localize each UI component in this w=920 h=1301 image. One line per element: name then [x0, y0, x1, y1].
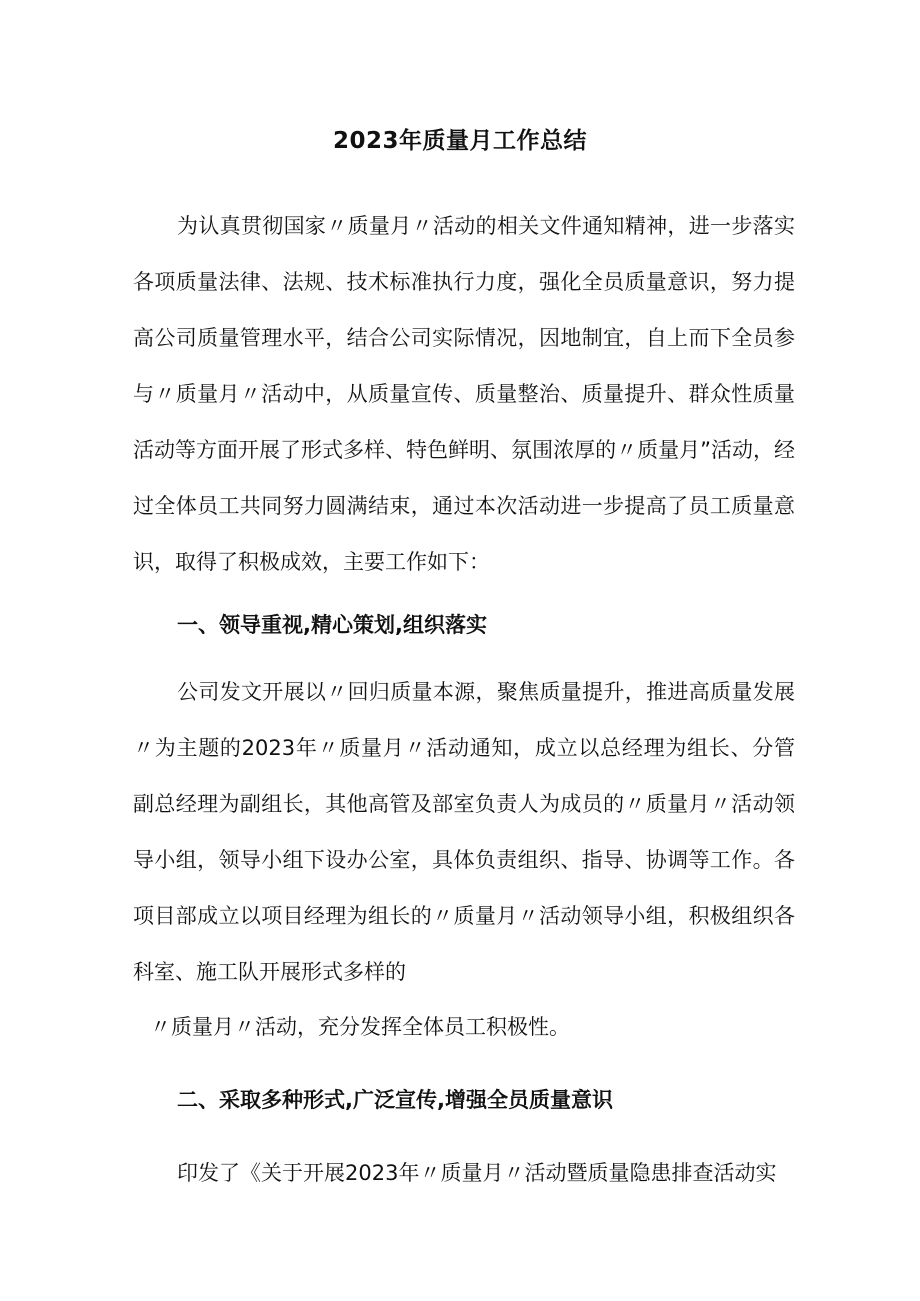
section-heading-1: 一、领导重视,精心策划,组织落实: [177, 613, 487, 637]
document-title: 2023年质量月工作总结: [332, 128, 587, 154]
section-heading-2: 二、采取多种形式,广泛宣传,增强全员质量意识: [177, 1088, 613, 1112]
intro-paragraph: 为认真贯彻国家〃质量月〃活动的相关文件通知精神，进一步落实各项质量法律、法规、技术标准执行力度，强化全员质量意识，努力提高公司质量管理水平，结合公司实际情况，因地制宜，自上而下全员参与〃质量月〃活动中，从质量宣传、质量整治、质量提升、群众性质量活动等方面开展了形式多样、特色鲜明、氛围浓厚的〃质量月”活动，经过全体员工共同努力圆满结束，通过本次活动进一步提高了员工质量意识，取得了积极成效，主要工作如下：: [133, 214, 795, 574]
section-1-paragraph-tail: 〃质量月〃活动，充分发挥全体员工积极性。: [150, 1015, 570, 1039]
section-2-paragraph: 印发了《关于开展2023年〃质量月〃活动暨质量隐患排查活动实: [177, 1161, 777, 1185]
section-1-paragraph: 公司发文开展以〃回归质量本源，聚焦质量提升，推进高质量发展〃为主题的2023年〃质量月〃活动通知，成立以总经理为组长、分管副总经理为副组长，其他高管及部室负责人为成员的〃质量月〃活动领导小组，领导小组下设办公室，具体负责组织、指导、协调等工作。各项目部成立以项目经理为组长的〃质量月〃活动领导小组，积极组织各科室、施工队开展形式多样的: [133, 680, 795, 984]
